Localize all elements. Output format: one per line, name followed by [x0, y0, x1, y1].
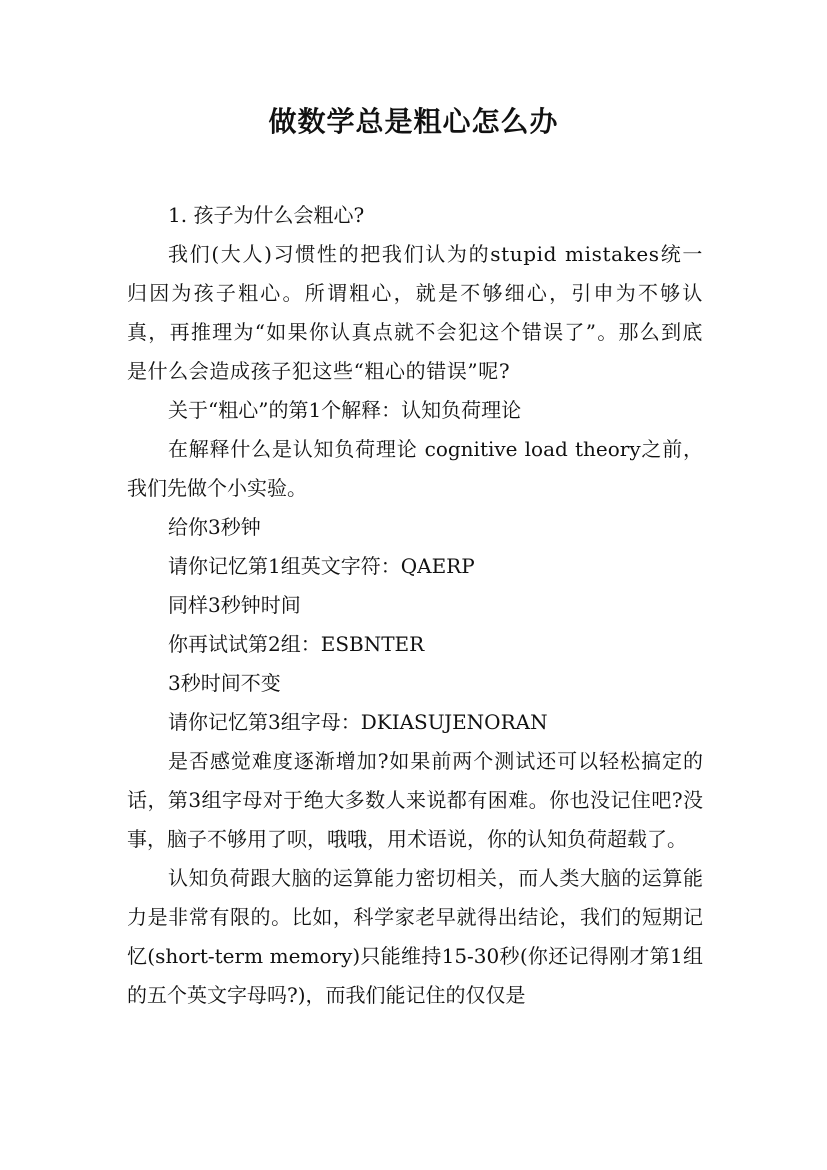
experiment-line-6: 请你记忆第3组字母：DKIASUJENORAN: [168, 710, 548, 734]
paragraph-result: 是否感觉难度逐渐增加?如果前两个测试还可以轻松搞定的话，第3组字母对于绝大多数人来说都有困难。你也没记住吧?没事，脑子不够用了呗，哦哦，用术语说，你的认知负荷超载了。: [127, 749, 703, 851]
subsection-heading: 关于“粗心”的第1个解释：认知负荷理论: [168, 398, 522, 422]
experiment-line-1: 给你3秒钟: [168, 515, 261, 539]
paragraph-cognitive-load: 认知负荷跟大脑的运算能力密切相关，而人类大脑的运算能力是非常有限的。比如，科学家老早就得出结论，我们的短期记忆(short-term memory)只能维持15-30秒(你还记得刚才第1组的五个英文字母吗?)，而我们能记住的仅仅是: [127, 866, 703, 1007]
experiment-line-3: 同样3秒钟时间: [168, 593, 301, 617]
paragraph-experiment-intro: 在解释什么是认知负荷理论 cognitive load theory之前，我们先做个小实验。: [127, 437, 703, 500]
experiment-line-4: 你再试试第2组：ESBNTER: [168, 632, 425, 656]
experiment-line-2: 请你记忆第1组英文字符：QAERP: [168, 554, 475, 578]
document-title: 做数学总是粗心怎么办: [268, 105, 559, 138]
document-body: [127, 196, 703, 1015]
paragraph-intro: 我们(大人)习惯性的把我们认为的stupid mistakes统一归因为孩子粗心。所谓粗心，就是不够细心，引申为不够认真，再推理为“如果你认真点就不会犯这个错误了”。那么到底是什么会造成孩子犯这些“粗心的错误”呢?: [127, 242, 703, 383]
experiment-line-5: 3秒时间不变: [168, 671, 281, 695]
section-heading-1: 1. 孩子为什么会粗心?: [168, 203, 365, 227]
